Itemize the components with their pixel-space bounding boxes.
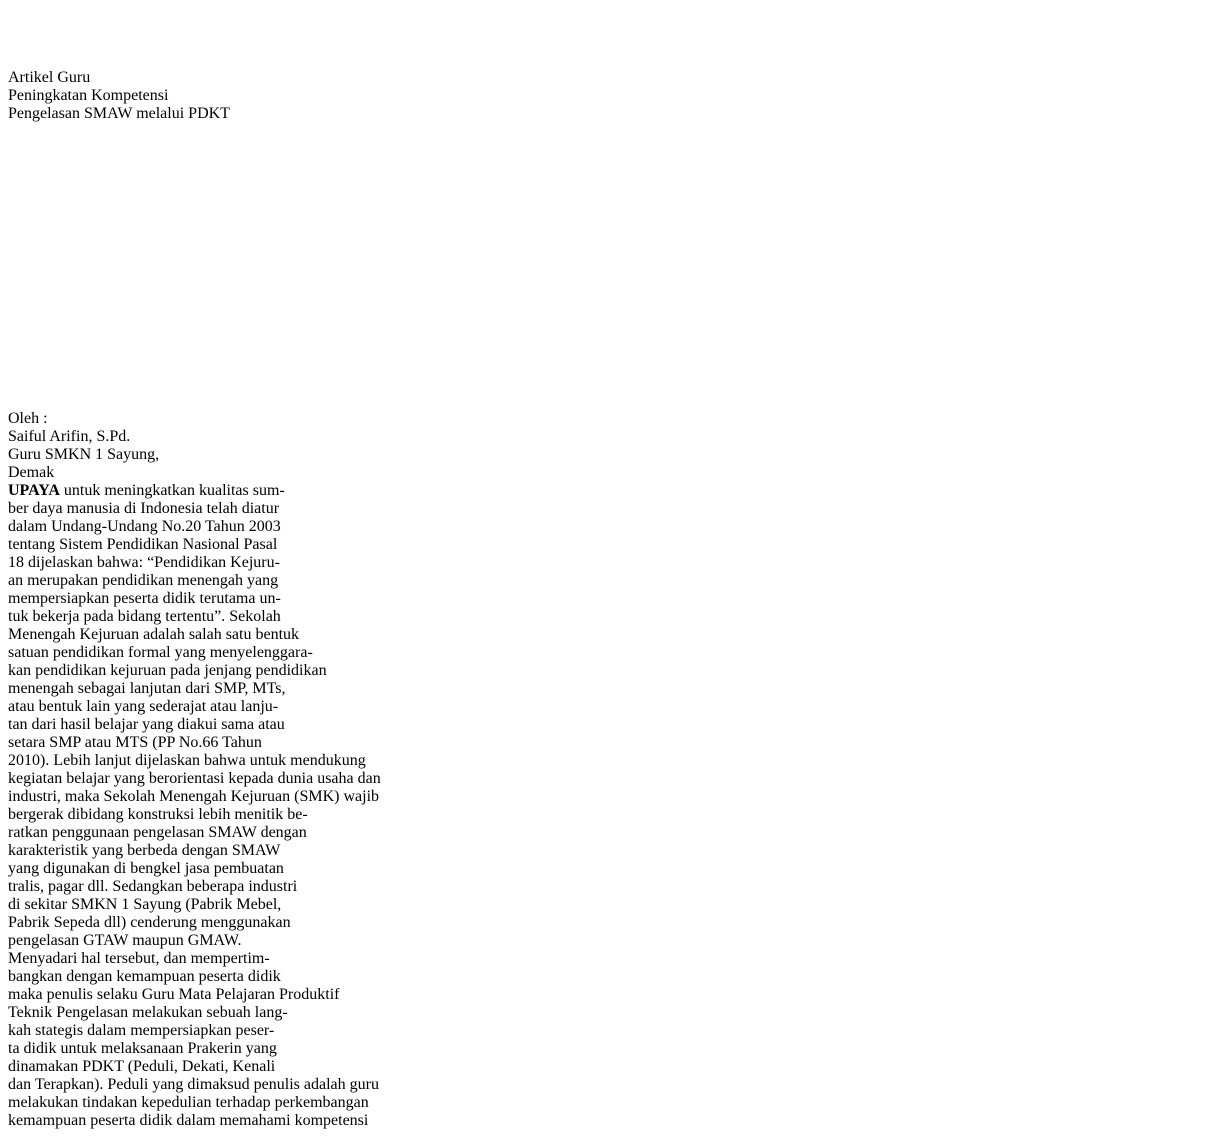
body-line: di sekitar SMKN 1 Sayung (Pabrik Mebel, [8, 896, 282, 913]
body-line: tuk bekerja pada bidang tertentu”. Sekolah [8, 608, 281, 625]
body-line: Menengah Kejuruan adalah salah satu bentuk [8, 626, 300, 643]
body-line: dinamakan PDKT (Peduli, Dekati, Kenali [8, 1058, 276, 1075]
body-line: mempersiapkan peserta didik terutama un- [8, 590, 281, 607]
body-line: kan pendidikan kejuruan pada jenjang pendidikan [8, 662, 327, 679]
body-line: kegiatan belajar yang berorientasi kepada dunia usaha dan [8, 770, 381, 787]
body-line: bergerak dibidang konstruksi lebih menitik be- [8, 806, 308, 823]
headline-line-1: Peningkatan Kompetensi [8, 87, 169, 104]
section-title: Artikel Guru [8, 69, 91, 86]
byline [8, 410, 1205, 482]
headline [8, 87, 1205, 123]
body-line: bangkan dengan kemampuan peserta didik [8, 968, 281, 985]
author-location: Demak [8, 464, 55, 481]
body-text: untuk meningkatkan kualitas sum- [59, 482, 285, 499]
body-line: kah stategis dalam mempersiapkan peser- [8, 1022, 275, 1039]
body-line: tentang Sistem Pendidikan Nasional Pasal [8, 536, 278, 553]
body-line: kemampuan peserta didik dalam memahami kompetensi [8, 1112, 369, 1129]
lead-word: UPAYA [8, 482, 60, 499]
author-photo [8, 123, 1205, 410]
newspaper-page [8, 8, 1205, 1130]
body-line: Pabrik Sepeda dll) cenderung menggunakan [8, 914, 291, 931]
body-line: melakukan tindakan kepedulian terhadap perkembangan [8, 1094, 369, 1111]
byline-prefix: Oleh : [8, 410, 48, 427]
body-line: menengah sebagai lanjutan dari SMP, MTs, [8, 680, 286, 697]
body-line: maka penulis selaku Guru Mata Pelajaran Produktif [8, 986, 340, 1003]
body-line: ratkan penggunaan pengelasan SMAW dengan [8, 824, 307, 841]
body-line: ta didik untuk melaksanaan Prakerin yang [8, 1040, 277, 1057]
body-line: an merupakan pendidikan menengah yang [8, 572, 279, 589]
body-line: setara SMP atau MTS (PP No.66 Tahun [8, 734, 262, 751]
body-line: Teknik Pengelasan melakukan sebuah lang- [8, 1004, 288, 1021]
body-line [8, 482, 468, 500]
body-line: karakteristik yang berbeda dengan SMAW [8, 842, 281, 859]
body-line: satuan pendidikan formal yang menyelenggara- [8, 644, 313, 661]
body-line: yang digunakan di bengkel jasa pembuatan [8, 860, 284, 877]
body-line: industri, maka Sekolah Menengah Kejuruan (SMK) wajib [8, 788, 380, 805]
body-line: tralis, pagar dll. Sedangkan beberapa industri [8, 878, 298, 895]
author-position: Guru SMKN 1 Sayung, [8, 446, 160, 463]
body-line: atau bentuk lain yang sederajat atau lanju- [8, 698, 279, 715]
body-line: dan Terapkan). Peduli yang dimaksud penulis adalah guru [8, 1076, 379, 1093]
body-line: pengelasan GTAW maupun GMAW. [8, 932, 242, 949]
body-line: Menyadari hal tersebut, dan mempertim- [8, 950, 270, 967]
author-name: Saiful Arifin, S.Pd. [8, 428, 131, 445]
body-line: dalam Undang-Undang No.20 Tahun 2003 [8, 518, 281, 535]
feather-quill-icon [8, 8, 1205, 69]
body-line: 18 dijelaskan bahwa: “Pendidikan Kejuru- [8, 554, 280, 571]
body-line: 2010). Lebih lanjut dijelaskan bahwa untuk mendukung [8, 752, 366, 769]
body-line: tan dari hasil belajar yang diakui sama atau [8, 716, 285, 733]
body-line: ber daya manusia di Indonesia telah diatur [8, 500, 280, 517]
headline-line-2: Pengelasan SMAW melalui PDKT [8, 105, 230, 122]
